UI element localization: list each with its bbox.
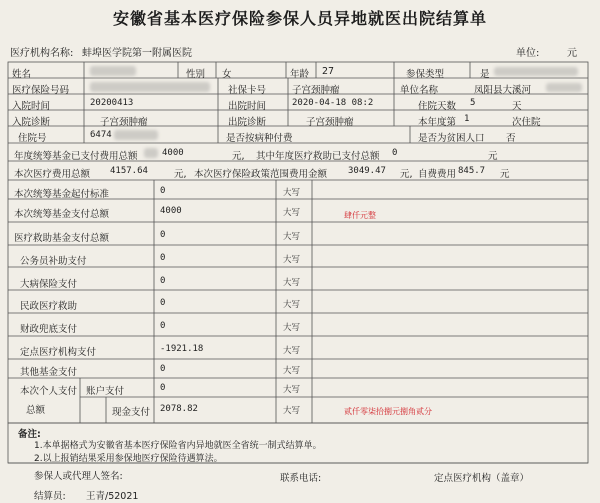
social-card-value: 子宫颈肿瘤 (292, 85, 340, 96)
total-cost-value: 4157.64 (110, 166, 148, 176)
row-daxie-hospital-pay: 大写 (283, 346, 301, 356)
row-label-civil-servant: 公务员补助支付 (20, 256, 87, 267)
notes-heading: 备注: (18, 429, 41, 440)
age-value: 27 (322, 66, 335, 77)
annual-fund-redacted (144, 148, 158, 158)
row-daxie-fund-total: 大写 (283, 208, 301, 218)
year-count-unit: 次住院 (512, 117, 541, 128)
annual-fund-label: 年度统筹基金已支付费用总额 (14, 151, 138, 162)
name-label: 姓名 (12, 69, 32, 80)
note-2: 2.以上报销结果采用参保地医疗保险待遇算法。 (34, 454, 223, 464)
row-label-deductible: 本次统筹基金起付标准 (14, 189, 110, 200)
row-daxie-critical-illness: 大写 (283, 278, 301, 288)
discharge-time-label: 出院时间 (228, 101, 267, 112)
personal-pay-label-bottom: 总额 (26, 405, 46, 416)
cash-pay-label: 现金支付 (112, 407, 151, 418)
policy-cost-label: 本次医疗保险政策范围费用金额 (194, 169, 328, 180)
annual-fund-unit: 元, (232, 151, 245, 162)
cash-pay-value: 2078.82 (160, 404, 198, 414)
admit-diag-label: 入院诊断 (12, 117, 51, 128)
policy-cost-unit: 元, (400, 169, 413, 180)
row-value-civil-servant: 0 (160, 253, 166, 263)
gender-value: 女 (222, 69, 232, 80)
inpatient-no-value: 6474 (90, 130, 112, 140)
admit-time-value: 20200413 (90, 98, 134, 108)
row-daxie-other-fund: 大写 (283, 366, 301, 376)
total-cost-label: 本次医疗费用总额 (14, 169, 91, 180)
self-pay-unit: 元 (500, 169, 510, 180)
insurance-no-redacted (90, 82, 210, 92)
annual-fund-value: 4000 (162, 148, 184, 158)
form-title: 安徽省基本医疗保险参保人员异地就医出院结算单 (112, 9, 487, 28)
self-pay-value: 845.7 (458, 166, 486, 176)
policy-cost-value: 3049.47 (348, 166, 386, 176)
row-label-fiscal-backstop: 财政兜底支付 (20, 324, 78, 335)
row-label-civil-affairs: 民政医疗救助 (20, 301, 78, 312)
total-cost-unit: 元, (174, 169, 187, 180)
row-label-hospital-pay: 定点医疗机构支付 (20, 347, 97, 358)
discharge-diag-label: 出院诊断 (228, 117, 267, 128)
row-label-other-fund: 其他基金支付 (20, 367, 78, 378)
institution-name: 蚌埠医学院第一附属医院 (82, 48, 192, 59)
institution-label: 医疗机构名称: (10, 48, 74, 59)
row-value-hospital-pay: -1921.18 (160, 344, 204, 354)
insured-type-value: 是 (480, 69, 490, 80)
phone-label: 联系电话: (280, 473, 322, 484)
employer-redacted (546, 83, 582, 92)
discharge-diag-value: 子宫颈肿瘤 (306, 117, 354, 128)
signer-label: 参保人或代理人签名: (34, 471, 123, 482)
stamp-label: 定点医疗机构（盖章） (434, 473, 530, 484)
row-daxie-aid-total: 大写 (283, 232, 301, 242)
cash-pay-daxie: 大写 (283, 406, 301, 416)
inpatient-no-label: 住院号 (18, 133, 47, 144)
poor-value: 否 (506, 133, 516, 144)
row-words-fund-total: 肆仟元整 (344, 211, 376, 220)
row-value-civil-affairs: 0 (160, 298, 166, 308)
row-value-fiscal-backstop: 0 (160, 321, 166, 331)
unit-label: 单位: (516, 48, 540, 59)
row-value-other-fund: 0 (160, 364, 166, 374)
insured-type-label: 参保类型 (406, 69, 445, 80)
annual-aid-value: 0 (392, 148, 398, 158)
single-disease-label: 是否按病种付费 (226, 133, 293, 144)
age-label: 年龄 (290, 69, 310, 80)
note-1: 1.本单据格式为安徽省基本医疗保险省内异地就医全省统一制式结算单。 (34, 441, 322, 451)
annual-aid-unit: 元 (488, 151, 498, 162)
row-daxie-deductible: 大写 (283, 188, 301, 198)
employer-label: 单位名称 (400, 85, 439, 96)
row-label-critical-illness: 大病保险支付 (20, 279, 78, 290)
account-pay-value: 0 (160, 383, 166, 393)
admit-diag-value: 子宫颈肿瘤 (100, 117, 148, 128)
name-redacted (90, 66, 136, 76)
row-daxie-fiscal-backstop: 大写 (283, 323, 301, 333)
employer-value: 凤阳县大溪河 (474, 85, 532, 96)
inpatient-no-redacted (114, 130, 158, 140)
unit-value: 元 (567, 48, 577, 59)
row-label-aid-total: 医疗救助基金支付总额 (14, 233, 110, 244)
admit-time-label: 入院时间 (12, 101, 51, 112)
stay-days-label: 住院天数 (418, 101, 457, 112)
account-pay-daxie: 大写 (283, 385, 301, 395)
row-value-critical-illness: 0 (160, 276, 166, 286)
row-value-deductible: 0 (160, 186, 166, 196)
account-pay-label: 账户支付 (86, 386, 125, 397)
self-pay-label: 自费费用 (418, 169, 457, 180)
row-daxie-civil-affairs: 大写 (283, 300, 301, 310)
row-daxie-civil-servant: 大写 (283, 255, 301, 265)
row-value-aid-total: 0 (160, 230, 166, 240)
annual-aid-label: 其中年度医疗救助已支付总额 (256, 151, 380, 162)
poor-label: 是否为贫困人口 (418, 133, 485, 144)
discharge-time-value: 2020-04-18 08:2 (292, 98, 374, 108)
year-count-label: 本年度第 (418, 117, 457, 128)
stay-days-unit: 天 (512, 101, 522, 112)
insurance-no-label: 医疗保险号码 (12, 85, 70, 96)
cash-pay-words: 贰仟零柒拾捌元捌角贰分 (344, 407, 432, 416)
social-card-label: 社保卡号 (228, 85, 267, 96)
stay-days-value: 5 (470, 98, 476, 108)
row-value-fund-total: 4000 (160, 206, 182, 216)
year-count-value: 1 (464, 114, 470, 124)
clerk-label: 结算员: (34, 491, 66, 502)
clerk-value: 王青/52021 (86, 491, 139, 502)
row-label-fund-total: 本次统筹基金支付总额 (14, 209, 110, 220)
insured-type-redacted (494, 67, 578, 76)
personal-pay-label-top: 本次个人支付 (20, 386, 78, 397)
gender-label: 性别 (186, 69, 206, 80)
